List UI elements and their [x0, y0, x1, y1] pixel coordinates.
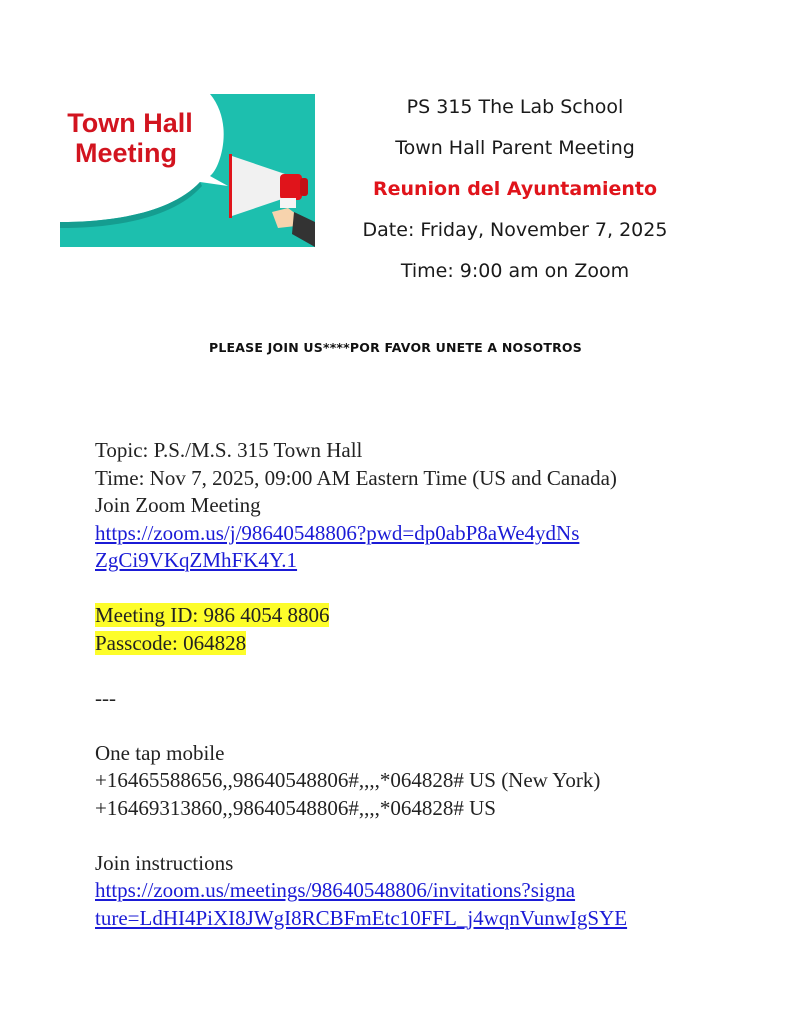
one-tap-label: One tap mobile: [95, 740, 225, 765]
spanish-title: Reunion del Ayuntamiento: [372, 178, 658, 200]
one-tap-number-1: +16465588656,,98640548806#,,,,*064828# US (New York): [95, 768, 601, 792]
event-header: [330, 92, 700, 297]
join-zoom-label: Join Zoom Meeting: [95, 493, 261, 517]
meeting-time: Time: 9:00 am on Zoom: [400, 260, 630, 282]
join-instructions-link-line2[interactable]: ture=LdHI4PiXI8JWgI8RCBFmEtc10FFL_j4wqnVunwIgSYE: [95, 905, 628, 930]
join-us-banner: PLEASE JOIN US****POR FAVOR UNETE A NOSOTROS: [209, 340, 582, 355]
separator: ---: [95, 685, 116, 710]
invite-topic: Topic: P.S./M.S. 315 Town Hall: [95, 438, 363, 462]
zoom-invite: [95, 437, 715, 932]
join-instructions-link-line1[interactable]: https://zoom.us/meetings/98640548806/invitations?signa: [95, 878, 576, 902]
logo-text-line1: Town Hall: [67, 108, 193, 138]
invite-time: Time: Nov 7, 2025, 09:00 AM Eastern Time (US and Canada): [95, 465, 617, 490]
meeting-id: Meeting ID: 986 4054 8806: [95, 603, 330, 627]
school-name: PS 315 The Lab School: [406, 96, 624, 118]
zoom-join-link-line2[interactable]: ZgCi9VKqZMhFK4Y.1: [95, 548, 298, 572]
passcode: Passcode: 064828: [95, 630, 247, 655]
megaphone-illustration: [60, 94, 315, 247]
meeting-title: Town Hall Parent Meeting: [395, 137, 635, 159]
one-tap-number-2: +16469313860,,98640548806#,,,,*064828# US: [95, 795, 496, 820]
logo-text-line2: Meeting: [74, 138, 178, 168]
town-hall-meeting-logo: [60, 94, 315, 247]
meeting-date: Date: Friday, November 7, 2025: [362, 219, 668, 241]
zoom-join-link-line1[interactable]: https://zoom.us/j/98640548806?pwd=dp0abP8aWe4ydNs: [95, 520, 580, 545]
join-instructions-label: Join instructions: [95, 850, 234, 875]
